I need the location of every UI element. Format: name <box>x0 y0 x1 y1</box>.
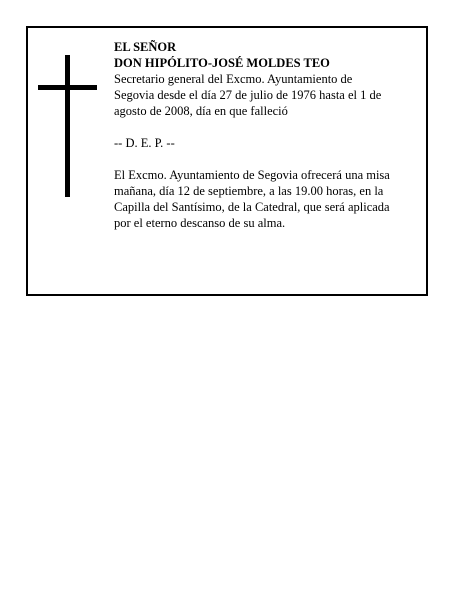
dep-line: -- D. E. P. -- <box>114 136 175 150</box>
mass-line: Capilla del Santísimo, de la Catedral, que será aplicada <box>114 200 390 214</box>
obituary-notice <box>26 26 428 296</box>
paragraph-gap <box>114 151 420 167</box>
paragraph-gap <box>114 119 420 135</box>
notice-text <box>114 39 420 231</box>
mass-line: El Excmo. Ayuntamiento de Segovia ofrecerá una misa <box>114 168 390 182</box>
mass-line: por el eterno descanso de su alma. <box>114 216 286 230</box>
title-line-1: EL SEÑOR <box>114 40 177 54</box>
mass-line: mañana, día 12 de septiembre, a las 19.00 horas, en la <box>114 184 384 198</box>
bio-line: agosto de 2008, día en que falleció <box>114 104 288 118</box>
deceased-name: DON HIPÓLITO-JOSÉ MOLDES TEO <box>114 56 330 70</box>
cross-horizontal-bar <box>38 85 97 90</box>
bio-line: Segovia desde el día 27 de julio de 1976 hasta el 1 de <box>114 88 382 102</box>
bio-line: Secretario general del Excmo. Ayuntamiento de <box>114 72 353 86</box>
cross-vertical-bar <box>65 55 70 197</box>
